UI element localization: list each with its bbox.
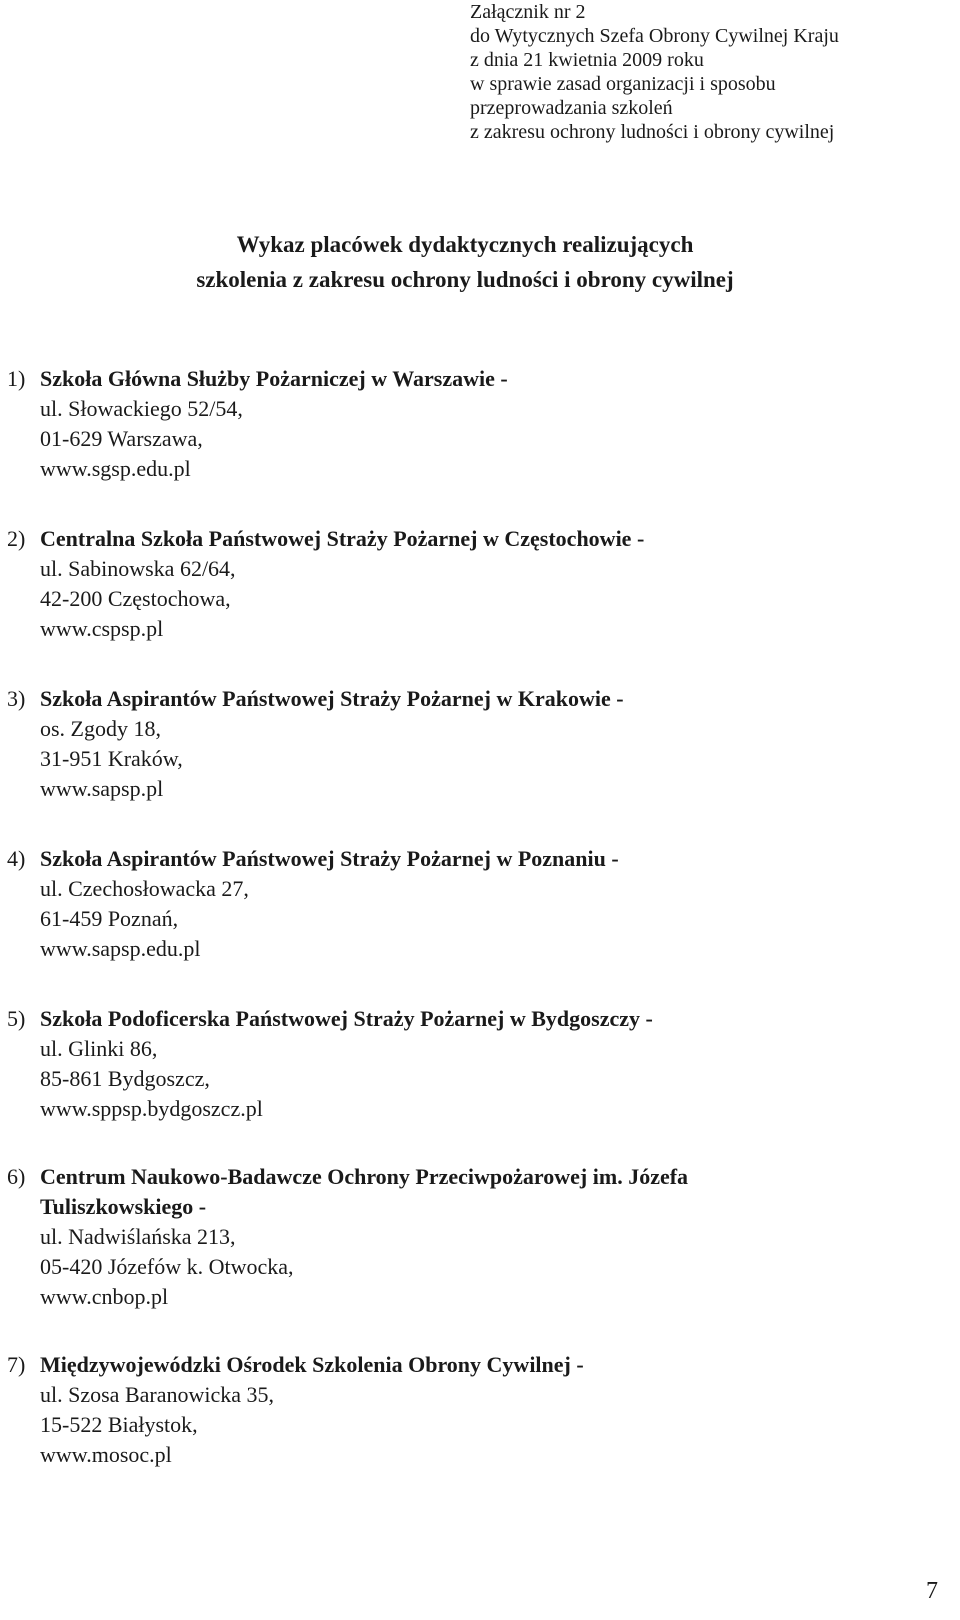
- institution-street: ul. Glinki 86,: [40, 1036, 158, 1061]
- institution-entry-4: [0, 844, 940, 964]
- annex-header: [470, 0, 940, 144]
- document-title-line-1: Wykaz placówek dydaktycznych realizujących: [236, 232, 694, 257]
- institution-entry-7: [0, 1350, 940, 1470]
- annex-line: z zakresu ochrony ludności i obrony cywilnej: [470, 121, 835, 143]
- page-number: 7: [926, 1578, 938, 1604]
- institution-city: 85-861 Bydgoszcz,: [40, 1066, 210, 1091]
- institution-city: 42-200 Częstochowa,: [40, 586, 231, 611]
- institution-city: 05-420 Józefów k. Otwocka,: [40, 1254, 294, 1279]
- institution-name: [0, 1004, 940, 1034]
- annex-line: z dnia 21 kwietnia 2009 roku: [470, 49, 704, 71]
- institution-name-text: Międzywojewódzki Ośrodek Szkolenia Obrony Cywilnej -: [40, 1352, 584, 1377]
- institution-name-text: Szkoła Aspirantów Państwowej Straży Pożarnej w Krakowie -: [40, 686, 624, 711]
- entry-number: 4): [7, 846, 26, 871]
- institution-website: www.mosoc.pl: [40, 1442, 172, 1467]
- institution-entry-6: [0, 1162, 940, 1312]
- institution-street: ul. Sabinowska 62/64,: [40, 556, 236, 581]
- institution-website: www.sapsp.pl: [40, 776, 164, 801]
- entry-number: 2): [7, 526, 26, 551]
- institution-street: ul. Nadwiślańska 213,: [40, 1224, 236, 1249]
- institution-entry-2: [0, 524, 940, 644]
- institution-street: ul. Szosa Baranowicka 35,: [40, 1382, 274, 1407]
- institution-street: os. Zgody 18,: [40, 716, 161, 741]
- entry-number: 6): [7, 1164, 26, 1189]
- institution-name: [0, 1350, 940, 1380]
- institution-entry-1: [0, 364, 940, 484]
- institution-city: 31-951 Kraków,: [40, 746, 183, 771]
- institution-name: [0, 844, 940, 874]
- annex-line: do Wytycznych Szefa Obrony Cywilnej Kraju: [470, 25, 839, 47]
- institution-name: [0, 524, 940, 554]
- institution-name: [0, 364, 940, 394]
- document-title-line-2: szkolenia z zakresu ochrony ludności i obrony cywilnej: [196, 267, 734, 292]
- entry-number: 3): [7, 686, 26, 711]
- entry-number: 5): [7, 1006, 26, 1031]
- institution-name-text: Szkoła Główna Służby Pożarniczej w Warszawie -: [40, 366, 508, 391]
- institution-city: 01-629 Warszawa,: [40, 426, 203, 451]
- institution-city: 15-522 Białystok,: [40, 1412, 198, 1437]
- institution-name-text: Szkoła Aspirantów Państwowej Straży Pożarnej w Poznaniu -: [40, 846, 619, 871]
- institution-name: [0, 684, 940, 714]
- institution-website: www.sapsp.edu.pl: [40, 936, 201, 961]
- entry-number: 1): [7, 366, 26, 391]
- institution-name: [0, 1162, 820, 1222]
- institution-name-text: Szkoła Podoficerska Państwowej Straży Pożarnej w Bydgoszczy -: [40, 1006, 653, 1031]
- institution-name-text: Centrum Naukowo-Badawcze Ochrony Przeciwpożarowej im. Józefa Tuliszkowskiego -: [40, 1164, 689, 1219]
- annex-line: przeprowadzania szkoleń: [470, 97, 673, 119]
- entry-number: 7): [7, 1352, 26, 1377]
- institution-website: www.sgsp.edu.pl: [40, 456, 191, 481]
- annex-line: w sprawie zasad organizacji i sposobu: [470, 73, 776, 95]
- institution-entry-3: [0, 684, 940, 804]
- institution-name-text: Centralna Szkoła Państwowej Straży Pożarnej w Częstochowie -: [40, 526, 645, 551]
- institution-street: ul. Czechosłowacka 27,: [40, 876, 249, 901]
- institution-website: www.cnbop.pl: [40, 1284, 169, 1309]
- institution-entry-5: [0, 1004, 940, 1124]
- annex-line: Załącznik nr 2: [470, 1, 586, 23]
- institution-city: 61-459 Poznań,: [40, 906, 179, 931]
- institution-street: ul. Słowackiego 52/54,: [40, 396, 243, 421]
- institution-website: www.sppsp.bydgoszcz.pl: [40, 1096, 263, 1121]
- institution-website: www.cspsp.pl: [40, 616, 164, 641]
